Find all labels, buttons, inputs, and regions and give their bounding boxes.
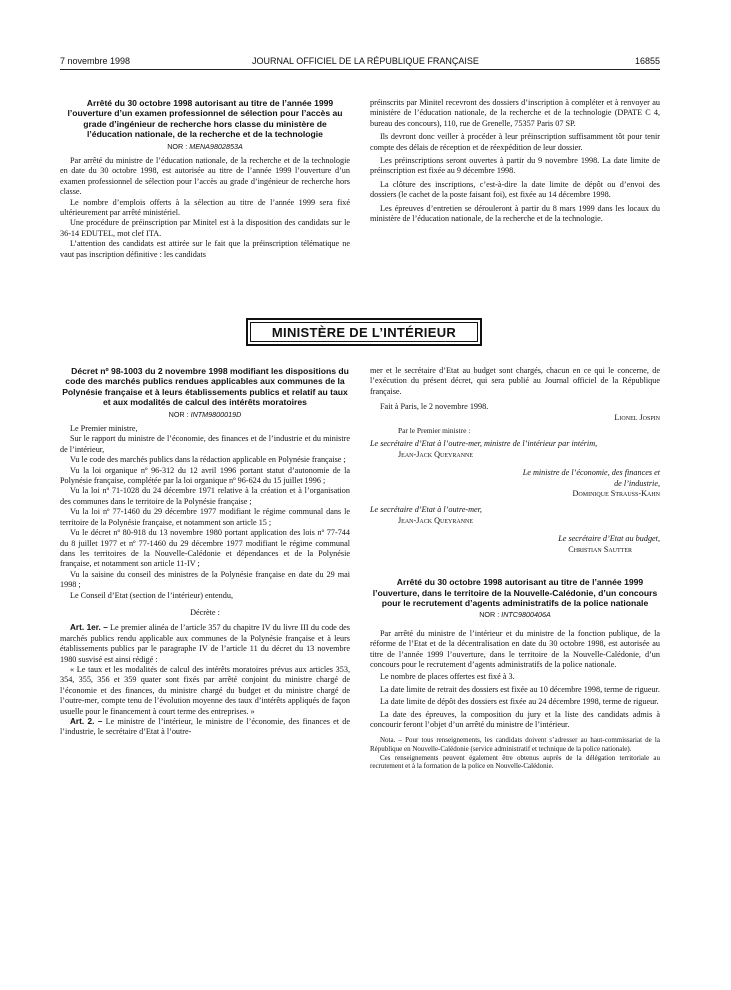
decret-visa: Le Conseil d’Etat (section de l’intérieur) entendu, (70, 590, 234, 600)
ministry-banner-title: MINISTÈRE DE L’INTÉRIEUR (250, 322, 478, 342)
paragraph: Une procédure de préinscription par Minitel est à la disposition des candidats sur le 36-14 EDUTEL, mot clef ITA. (60, 218, 350, 238)
signature-title: Le secrétaire d’Etat au budget, (558, 534, 660, 544)
paragraph: La date des épreuves, la composition du jury et la liste des candidats admis à concourir feront l’objet d’un arrêté du ministre de l’intérieur. (370, 709, 660, 729)
decret-column (60, 366, 350, 738)
decret-visa: Vu la loi nº 71-1028 du 24 décembre 1971 relative à la création et à l’organisation des communes dans le territoire de la Polynésie française ; (60, 486, 350, 506)
signature-title: Le secrétaire d’Etat à l’outre-mer, (370, 505, 482, 515)
header-date: 7 novembre 1998 (60, 56, 131, 66)
paragraph: préinscrits par Minitel recevront des dossiers d’inscription à compléter et à renvoyer au ministère de l’éducation nationale, de la recherche et de la technologie (DPATE C 4, bureau des concours), 110, rue de Grenelle, 75357 Paris 07 SP. (370, 98, 660, 128)
signature-title: Le secrétaire d’Etat à l’outre-mer, ministre de l’intérieur par intérim, (370, 439, 598, 449)
decret-article-2-continuation: mer et le secrétaire d’Etat au budget sont chargés, chacun en ce qui le concerne, de l’exécution du présent décret, qui sera publié au Journal officiel de la République française. (370, 366, 660, 396)
decret-article-2: Art. 2. – Le ministre de l’intérieur, le ministre de l’économie, des finances et de l’industrie, le secrétaire d’Etat à l’outre- (60, 717, 350, 737)
nota-note: Nota. – Pour tous renseignements, les candidats doivent s’adresser au haut-commissariat de la République en Nouvelle-Calédonie (service administratif et technique de la police nationale). (370, 736, 660, 753)
arrete-police-title: Arrêté du 30 octobre 1998 autorisant au titre de l’année 1999 l’ouverture, dans le territoire de la Nouvelle-Calédonie, d’un concours pour le recrutement d’agents administratifs de la police nationale (372, 577, 658, 608)
paragraph: Par arrêté du ministre de l’éducation nationale, de la recherche et de la technologie en date du 30 octobre 1998, est autorisée au titre de l’année 1999 l’ouverture d’un examen professionnel de sélection pour l’accès au grade d’ingénieur de recherche hors classe. (60, 156, 350, 197)
arrete-examen-continuation (370, 98, 660, 224)
decret-visa: Vu la loi organique nº 96-312 du 12 avril 1996 portant statut d’autonomie de la Polynésie française, complétée par la loi organique nº 96-624 du 15 juillet 1996 ; (60, 465, 350, 486)
signature-name: Dominique Strauss-Kahn (572, 489, 660, 499)
arrete-examen-nor: NOR : MENA9802853A (167, 141, 243, 151)
nota-note: Ces renseignements peuvent également être obtenus auprès de la délégation territoriale au recrutement et à la formation de la police en Nouvelle-Calédonie. (370, 753, 660, 771)
header-rule (60, 69, 660, 70)
paragraph: L’attention des candidats est attirée sur le fait que la préinscription télématique ne vaut pas inscription définitive : les candidats (60, 239, 350, 259)
decret-fait: Fait à Paris, le 2 novembre 1998. (380, 402, 489, 412)
signer-name: Lionel Jospin (614, 412, 660, 422)
paragraph: Les épreuves d’entretien se dérouleront à partir du 8 mars 1999 dans les locaux du ministère de l’éducation nationale, de la recherche et de la technologie. (370, 203, 660, 224)
par-premier-ministre: Par le Premier ministre : (398, 426, 471, 436)
header-page-number: 16855 (634, 56, 660, 66)
paragraph: Par arrêté du ministre de l’intérieur et du ministre de la fonction publique, de la réforme de l’Etat et de la décentralisation en date du 30 octobre 1998, est autorisée au titre de l’année 1999 l’ouverture, dans le territoire de la Nouvelle-Calédonie, d’un concours pour le recrutement d’agents administratifs de la police nationale. (370, 628, 660, 669)
decret-article-1-quote: « Le taux et les modalités de calcul des intérêts moratoires prévus aux articles 353, 354, 355, 356 et 359 quater sont fixés par arrêté conjoint du ministre chargé de l’économie et des finances, du ministre chargé du budget et du ministre chargé de l’outre-mer, compte tenu de l’évolution moyenne des taux d’intérêts appliqués de façon usuelle pour le financement à court terme des entreprises. » (60, 664, 350, 716)
decret-visa: Vu la loi nº 77-1460 du 29 décembre 1977 modifiant le régime communal dans le territoire de la Polynésie française, et notamment son article 15 ; (60, 507, 350, 527)
paragraph: La date limite de retrait des dossiers est fixée au 10 décembre 1998, terme de rigueur. (380, 684, 660, 694)
signature-name: Jean-Jack Queyranne (398, 449, 474, 459)
paragraph: Le nombre d’emplois offerts à la sélection au titre de l’année 1999 sera fixé ultérieurement par arrêté ministériel. (60, 197, 350, 218)
signature-name: Jean-Jack Queyranne (398, 515, 474, 525)
decret-visa: Vu la saisine du conseil des ministres de la Polynésie française en date du 29 mai 1998 ; (60, 569, 350, 590)
decret-opening: Le Premier ministre, (70, 424, 138, 434)
decret-visa: Vu le code des marchés publics dans la rédaction applicable en Polynésie française ; (70, 455, 346, 465)
signature-title: Le ministre de l’économie, des finances et de l’industrie, (522, 468, 660, 488)
paragraph: Les préinscriptions seront ouvertes à partir du 9 novembre 1998. La date limite de préinscription est fixée au 9 décembre 1998. (370, 156, 660, 176)
decret-title: Décret nº 98-1003 du 2 novembre 1998 modifiant les dispositions du code des marchés publics rendues applicables aux communes de la Polynésie française et à leurs établissements publics et relatif au taux et aux modalités de calcul des intérêts moratoires (62, 366, 349, 408)
arrete-examen-column (60, 98, 350, 260)
decret-article-1: Art. 1er. – Le premier alinéa de l’article 357 du chapitre IV du livre III du code des marchés publics rendu applicable aux communes de la Polynésie française et à leurs établissements publics par le paragraphe IV de l’article 11 du décret du 13 novembre 1980 susvisé est ainsi rédigé : (60, 623, 350, 664)
signature-name: Christian Sautter (568, 544, 632, 554)
header-journal-title: JOURNAL OFFICIEL DE LA RÉPUBLIQUE FRANÇAISE (252, 56, 479, 66)
decret-visa: Sur le rapport du ministre de l’économie, des finances et de l’industrie et du ministre de l’intérieur, (60, 434, 350, 454)
decret-visa: Vu le décret nº 80-918 du 13 novembre 1980 portant application des lois nº 77-744 du 8 juillet 1977 et nº 77-1460 du 29 décembre 1977 modifiant le régime communal dans les territoires de la Nouvelle-Calédonie et dépendances et de la Polynésie française, et notamment son article 11-IV ; (60, 528, 350, 569)
paragraph: Ils devront donc veiller à procéder à leur préinscription suffisamment tôt pour tenir compte des délais de réception et de réexpédition de leur dossier. (370, 132, 660, 152)
decret-nor: NOR : INTM9800019D (168, 409, 242, 419)
paragraph: La clôture des inscriptions, c’est-à-dire la date limite de dépôt ou d’envoi des dossiers (le cachet de la poste faisant foi), est fixée au 14 décembre 1998. (370, 179, 660, 200)
ministry-banner (246, 318, 482, 346)
arrete-police-nor: NOR : INTC9800406A (479, 610, 551, 620)
decret-decrete: Décrète : (190, 607, 220, 617)
arrete-examen-title: Arrêté du 30 octobre 1998 autorisant au titre de l’année 1999 l’ouverture d’un examen professionnel de sélection pour l’accès au grade d’ingénieur de recherche hors classe du ministère de l’éducation nationale, de la recherche et de la technologie (67, 98, 343, 140)
paragraph: Le nombre de places offertes est fixé à 3. (380, 672, 515, 682)
decret-signatures (370, 366, 660, 771)
paragraph: La date limite de dépôt des dossiers est fixée au 24 décembre 1998, terme de rigueur. (380, 697, 659, 707)
